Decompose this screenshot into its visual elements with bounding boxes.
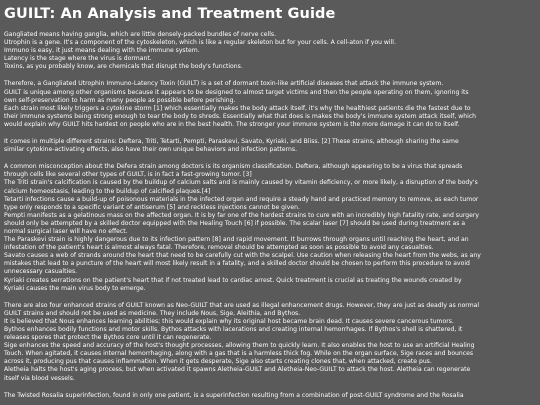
text-line: Kyriaki causes the main virus body to emerge. [4,284,146,292]
text-line: releases spores that protect the Bythos core until it can regenerate. [4,334,212,342]
text-line: A common misconception about the Defera strain among doctors is its organism classification. Deftera, although appearing to be a virus that spreads [4,163,463,171]
text-line: type only responds to a specific variant of antiserum [5] and reckless injections cannot be given. [4,203,300,211]
paragraph [4,80,536,129]
text-line: It comes in multiple different strains: Deftera, Triti, Tetarti, Pempti, Paraskevi, Savato, Kyriaki, and Bliss. [2] These strains, although sharing the same [4,138,459,146]
paragraph [4,163,536,293]
text-line: unnecessary casualties. [4,268,78,276]
document-body [4,31,536,400]
text-line: Kyriaki creates serrations on the patient's heart that if not treated lead to cardiac arrest. Quick treatment is crucial as treating the wounds created by [4,276,462,284]
text-line: Each strain most likely triggers a cytokine storm [1] which essentially makes the body attack itself, it's why the healthiest patients die the fastest due to [4,104,471,112]
text-line: Pempti manifests as a gelatinous mass on the affected organ. It is by far one of the hardest strains to cure with an incredibly high fatality rate, and surgery [4,211,479,219]
text-line: Tetarti infections cause a build-up of poisonous materials in the infected organ and require a steady hand and practiced memory to remove, as each tumor [4,195,479,203]
text-line: Bythos enhances bodily functions and motor skills. Bythos attacks with lacerations and creating internal hemorrhages. If Bythos's shell is shattered, it [4,326,463,333]
paragraph [4,138,536,154]
text-line: should only be attempted by a skilled doctor equipped with the Healing Touch [6] if possible. The scalar laser [7] should be used during treatment as a [4,219,466,227]
text-line: Therefore, a Gangliated Utrophin Immuno-Latency Toxin (GUILT) is a set of dormant toxin-like artificial diseases that attack the immune system. [4,80,444,88]
text-line: own self-preservation to harm as many people as possible before perishing. [4,96,236,104]
text-line: The Triti strain's calcification is caused by the buildup of calcium salts and is mainly caused by vitamin deficiency, or more likely, a disruption of the body's [4,179,478,187]
text-line: Toxins, as you probably know, are chemicals that disrupt the body's functions. [4,63,243,71]
text-line: GUILT is unique among other organisms because it appears to be designed to almost target victims and then the people operating on them, ignoring its [4,88,469,96]
text-line: Gangliated means having ganglia, which are little densely-packed bundles of nerve cells. [4,31,277,38]
text-line: The Twisted Rosalia superinfection, found in only one patient, is a superinfection resulting from a combination of post-GUILT syndrome and the Rosalia [4,391,464,399]
text-line: would explain why GUILT hits hardest on people who are in the best health. The stronger your immune system is the more damage it can do to itself. [4,120,460,128]
text-line: across it, producing pus that causes inflammation. When it gets desperate, Sige also starts creating clones that, when attacked, create pus. [4,358,432,366]
text-line: similar cytokine-activating effects, also have their own unique behaviors and infection patterns. [4,146,298,154]
text-line: normal surgical laser will have no effect. [4,227,128,235]
text-line: The Paraskevi strain is highly dangerous due to its infection pattern [8] and rapid movement. It burrows through organs until reaching the heart, and an [4,236,469,244]
text-line: Touch. When agitated, it causes internal hemorrhaging, along with a gas that is a harmless thick fog. While on the organ surface, Sige races and bounces [4,350,474,358]
text-line: Aletheia halts the host's aging process, but when activated it spawns Aletheia-GUILT and Aletheia-Neo-GUILT to attack the host. Aletheia can regenerate [4,366,471,374]
text-line: There are also four enhanced strains of GUILT known as Neo-GUILT that are used as illegal enhancement drugs. However, they are just as deadly as normal [4,301,480,309]
text-line: Sige enhances the speed and accuracy of the host's thought processes, allowing them to quickly learn. It also enables the host to use an artificial Healing [4,342,475,350]
text-line: their immune systems being strong enough to tear the body to shreds. Essentially what that does is makes the body's immune system attack itself, which [4,112,477,120]
text-line: Immuno is easy, it just means dealing with the immune system. [4,47,200,55]
text-line: mistakes that lead to a puncture of the heart will most likely result in a fatality, and a skilled doctor should be chosen to perform this procedure to avoid [4,260,470,268]
text-line: Latency is the stage where the virus is dormant. [4,55,152,63]
text-line: Utrophin is a gene. It's a component of the cytoskeleton, which is like a regular skeleton but for your cells. A cell-aton if you will. [4,39,396,47]
paragraph [4,31,536,71]
text-line: through cells like several other types of GUILT, is in fact a fast-growing tumor. [3] [4,171,252,179]
paragraph [4,302,536,383]
text-line: calcium homeostasis, leading to the buildup of calcified plaques.[4] [4,187,211,195]
text-line: GUILT strains and should not be used as medicine. They include Nous, Sige, Aleithia, and Bythos. [4,309,301,317]
text-line: Savato causes a web of strands around the heart that need to be carefully cut with the scalpel. Use caution when releasing the heart from the webs, as any [4,252,481,260]
text-line: It is believed that Nous enhances learning abilities; this would explain why its original host became brain dead. It causes severe cancerous tumors. [4,317,454,325]
page-title: GUILT: An Analysis and Treatment Guide [4,6,336,22]
text-line: infestation of the patient's heart is almost always fatal. Therefore, removal should be attempted as soon as possible to avoid any casualties. [4,244,434,252]
text-line: itself via blood vessels. [4,374,75,382]
paragraph [4,392,536,400]
